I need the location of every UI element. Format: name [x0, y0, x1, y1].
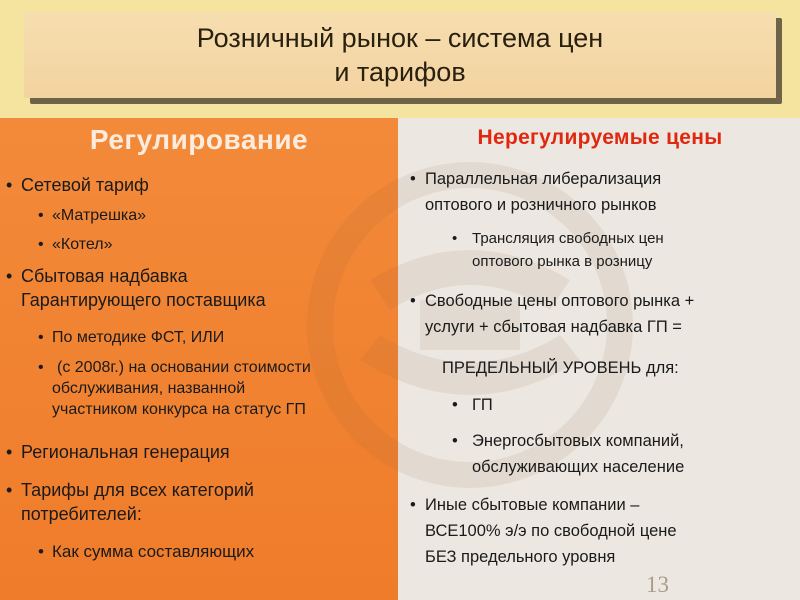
bullet-icon: • — [410, 292, 416, 310]
bullet-icon: • — [38, 542, 44, 561]
bullet-icon: • — [6, 480, 13, 500]
title-line-2: и тарифов — [334, 57, 466, 87]
slide-title — [24, 12, 776, 98]
bullet-icon: • — [38, 207, 44, 224]
bullet-icon: • — [452, 230, 458, 247]
slide: Розничный рынок – система цен и тарифов Регулирование • Сетевой тариф • «Матрешка» • «Котел» • Сбытовая надбавка Гарантирующего поставщика • По методике ФСТ, ИЛИ • (с 2008г.) на основании стоимости обслуживания, названной участником конкурса на статус ГП • Региональная генерация • Тарифы для всех категорий потребителей: • Как сумма составляющих Нерегулируемые цены • Параллельная либерализация оптового и розничного рынков • Трансляция свободных цен оптового рынка в розницу • Свободные цены оптового рынка + услуги + сбытовая надбавка ГП = ПРЕДЕЛЬНЫЙ УРОВЕНЬ для: • ГП • Энергосбытовых компаний, обслуживающих население • Иные сбытовые компании – ВСЕ100% э/э по свободной цене БЕЗ предельного уровня 13 — [0, 0, 800, 600]
bullet-icon: • — [38, 359, 44, 376]
bullet-icon: • — [6, 266, 13, 286]
bullet-icon: • — [6, 442, 13, 462]
page-number: 13 — [646, 572, 669, 597]
bullet-icon: • — [452, 396, 458, 414]
bullet-icon: • — [38, 329, 44, 346]
bullet-icon: • — [410, 496, 416, 514]
title-line-1: Розничный рынок – система цен — [196, 23, 604, 53]
limit-level-line: ПРЕДЕЛЬНЫЙ УРОВЕНЬ для: — [442, 359, 679, 377]
bullet-icon: • — [410, 170, 416, 188]
right-heading: Нерегулируемые цены — [477, 126, 723, 149]
bullet-icon: • — [452, 432, 458, 450]
left-heading: Регулирование — [89, 124, 309, 155]
bullet-icon: • — [38, 236, 44, 253]
bullet-icon: • — [6, 175, 13, 195]
